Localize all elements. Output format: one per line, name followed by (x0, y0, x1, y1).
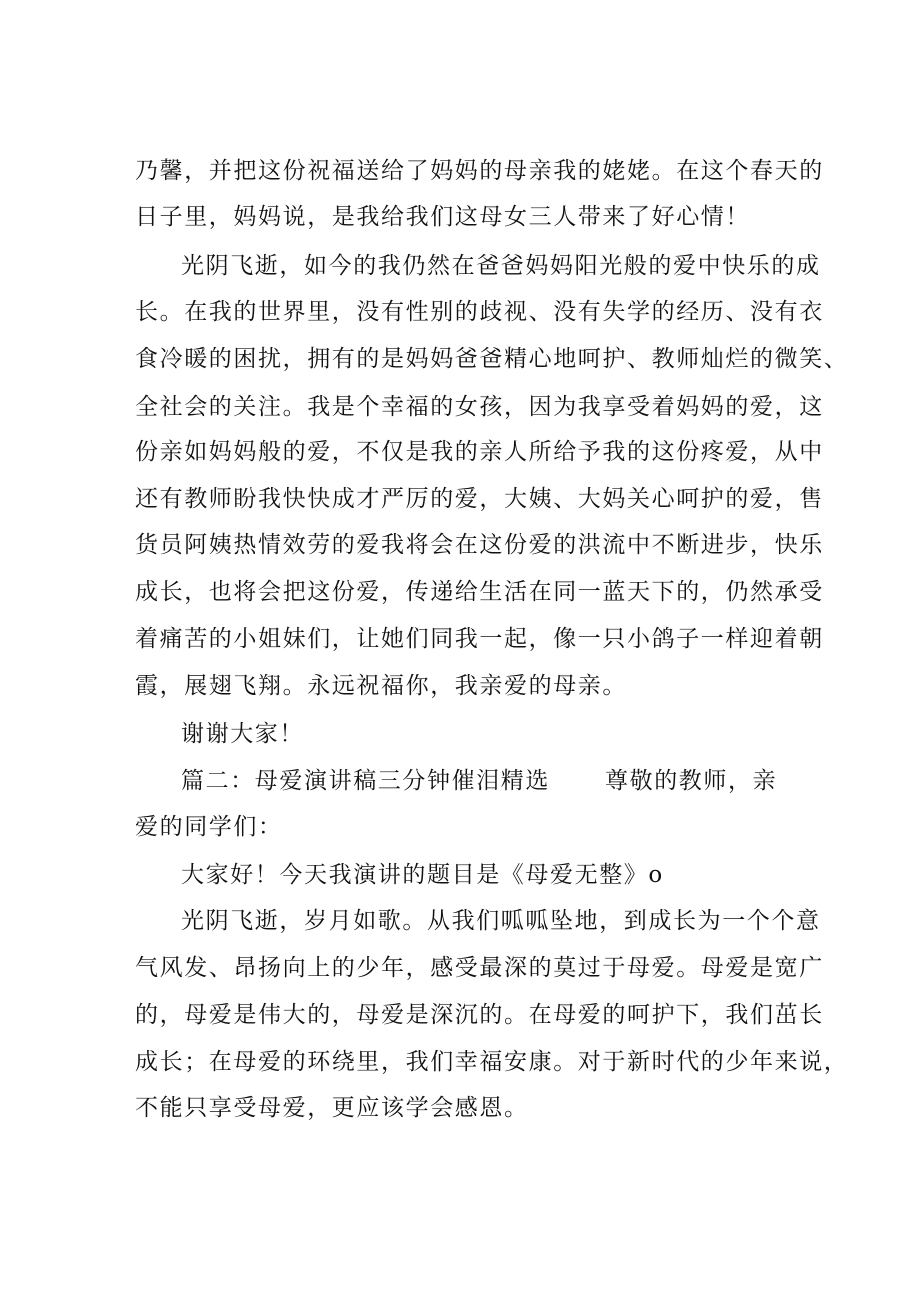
text-line: 光阴飞逝，岁月如歌。从我们呱呱坠地，到成长为一个个意 (181, 908, 821, 934)
text-line: 食冷暖的困扰，拥有的是妈妈爸爸精心地呵护、教师灿烂的微笑、 (135, 346, 849, 372)
section-heading: 篇二：母爱演讲稿三分钟催泪精选 (181, 768, 550, 794)
text-line: 不能只享受母爱，更应该学会感恩。 (135, 1095, 529, 1121)
text-line: 的，母爱是伟大的，母爱是深沉的。在母爱的呵护下，我们茁长 (135, 1002, 824, 1028)
text-line: 爱的同学们： (135, 814, 283, 840)
text-line: 成长，也将会把这份爱，传递给生活在同一蓝天下的，仍然承受 (135, 579, 824, 605)
text-line: 大家好！今天我演讲的题目是《母爱无整》o (181, 862, 664, 888)
text-line: 货员阿姨热情效劳的爱我将会在这份爱的洪流中不断进步，快乐 (135, 532, 824, 558)
text-line: 乃馨，并把这份祝福送给了妈妈的母亲我的姥姥。在这个春天的 (135, 158, 824, 184)
text-line: 长。在我的世界里，没有性别的歧视、没有失学的经历、没有衣 (135, 299, 824, 325)
text-line: 谢谢大家！ (181, 721, 304, 747)
text-line: 气风发、昂扬向上的少年，感受最深的莫过于母爱。母爱是宽广 (135, 955, 824, 981)
text-line: 光阴飞逝，如今的我仍然在爸爸妈妈阳光般的爱中快乐的成 (181, 253, 821, 279)
text-line: 成长；在母爱的环绕里，我们幸福安康。对于新时代的少年来说， (135, 1049, 849, 1075)
text-line: 日子里，妈妈说，是我给我们这母女三人带来了好心情！ (135, 204, 750, 230)
text-line: 还有教师盼我快快成才严厉的爱，大姨、大妈关心呵护的爱，售 (135, 486, 824, 512)
text-line: 着痛苦的小姐妹们，让她们同我一起，像一只小鸽子一样迎着朝 (135, 626, 824, 652)
text-line: 全社会的关注。我是个幸福的女孩，因为我享受着妈妈的爱，这 (135, 394, 824, 420)
text-line: 尊敬的教师，亲 (605, 768, 778, 794)
text-line: 霞，展翅飞翔。永远祝福你，我亲爱的母亲。 (135, 673, 627, 699)
text-line: 份亲如妈妈般的爱，不仅是我的亲人所给予我的这份疼爱，从中 (135, 439, 824, 465)
